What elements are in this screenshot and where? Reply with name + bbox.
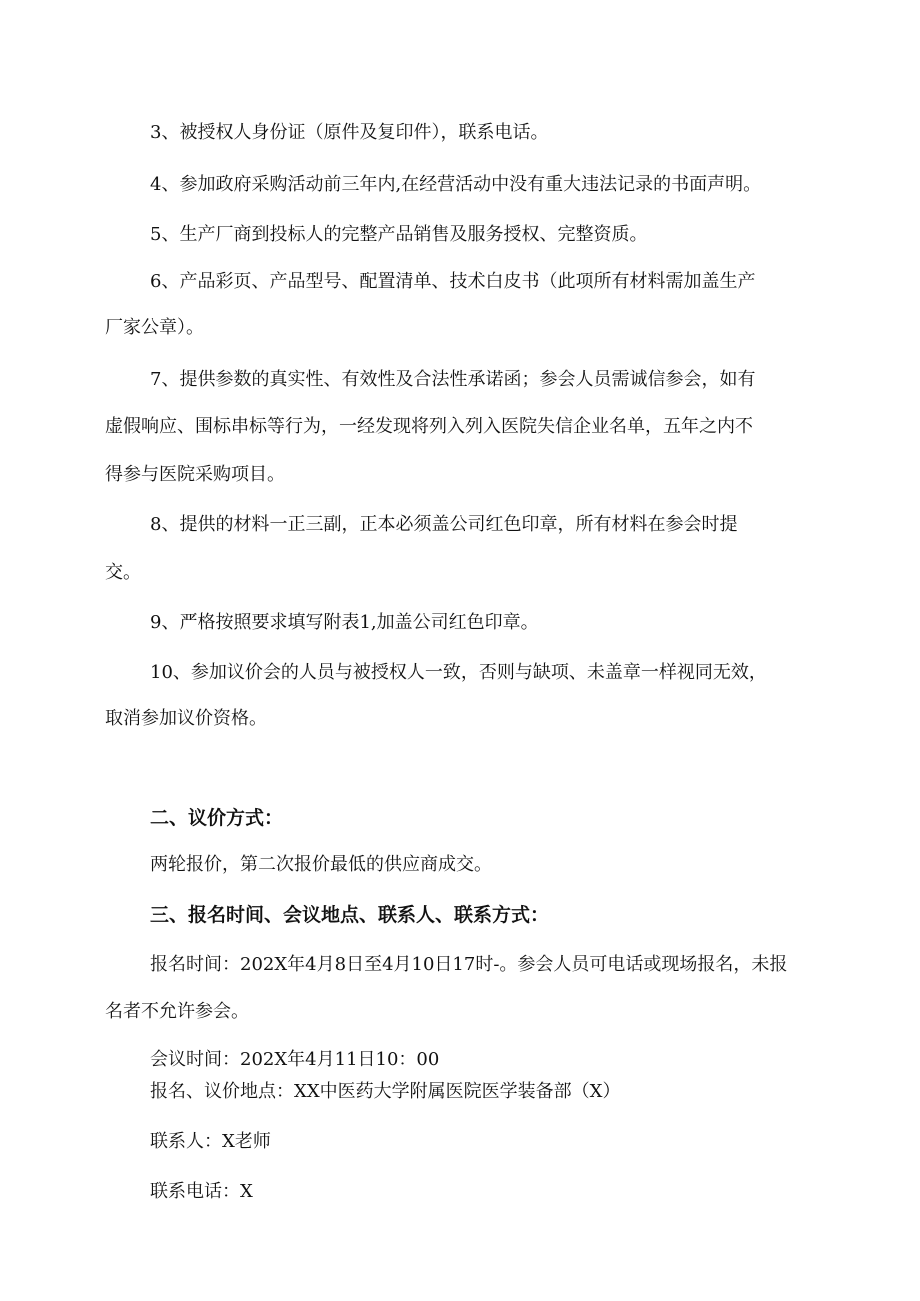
meeting-location: 报名、议价地点：XX中医药大学附属医院医学装备部（X） xyxy=(150,1081,621,1102)
registration-time-line-1: 报名时间：202X年4月8日至4月10日17时-。参会人员可电话或现场报名，未报 xyxy=(150,954,788,975)
item-5-line-1: 5、生产厂商到投标人的完整产品销售及服务授权、完整资质。 xyxy=(150,224,648,245)
item-9-line-1: 9、严格按照要求填写附表1,加盖公司红色印章。 xyxy=(150,612,539,633)
section-2-heading: 二、议价方式： xyxy=(150,807,284,829)
item-8-line-2: 交。 xyxy=(105,562,141,583)
item-8-line-1: 8、提供的材料一正三副，正本必须盖公司红色印章，所有材料在参会时提 xyxy=(150,514,738,535)
section-2-text: 两轮报价，第二次报价最低的供应商成交。 xyxy=(150,854,492,875)
item-7-line-3: 得参与医院采购项目。 xyxy=(105,464,285,485)
section-3-heading: 三、报名时间、会议地点、联系人、联系方式： xyxy=(150,904,550,926)
item-10-line-2: 取消参加议价资格。 xyxy=(105,708,267,729)
item-7-line-2: 虚假响应、围标串标等行为，一经发现将列入列入医院失信企业名单，五年之内不 xyxy=(105,416,753,437)
item-6-line-2: 厂家公章）。 xyxy=(105,317,204,338)
contact-person: 联系人：X老师 xyxy=(150,1131,271,1152)
item-6-line-1: 6、产品彩页、产品型号、配置清单、技术白皮书（此项所有材料需加盖生产 xyxy=(150,271,756,292)
contact-phone: 联系电话：X xyxy=(150,1181,253,1202)
item-4-line-1: 4、参加政府采购活动前三年内,在经营活动中没有重大违法记录的书面声明。 xyxy=(150,174,762,195)
item-7-line-1: 7、提供参数的真实性、有效性及合法性承诺函；参会人员需诚信参会，如有 xyxy=(150,369,756,390)
item-3-line-1: 3、被授权人身份证（原件及复印件），联系电话。 xyxy=(150,122,549,143)
item-10-line-1: 10、参加议价会的人员与被授权人一致，否则与缺项、未盖章一样视同无效， xyxy=(150,662,767,683)
registration-time-line-2: 名者不允许参会。 xyxy=(105,1001,249,1022)
meeting-time: 会议时间：202X年4月11日10：00 xyxy=(150,1049,440,1070)
